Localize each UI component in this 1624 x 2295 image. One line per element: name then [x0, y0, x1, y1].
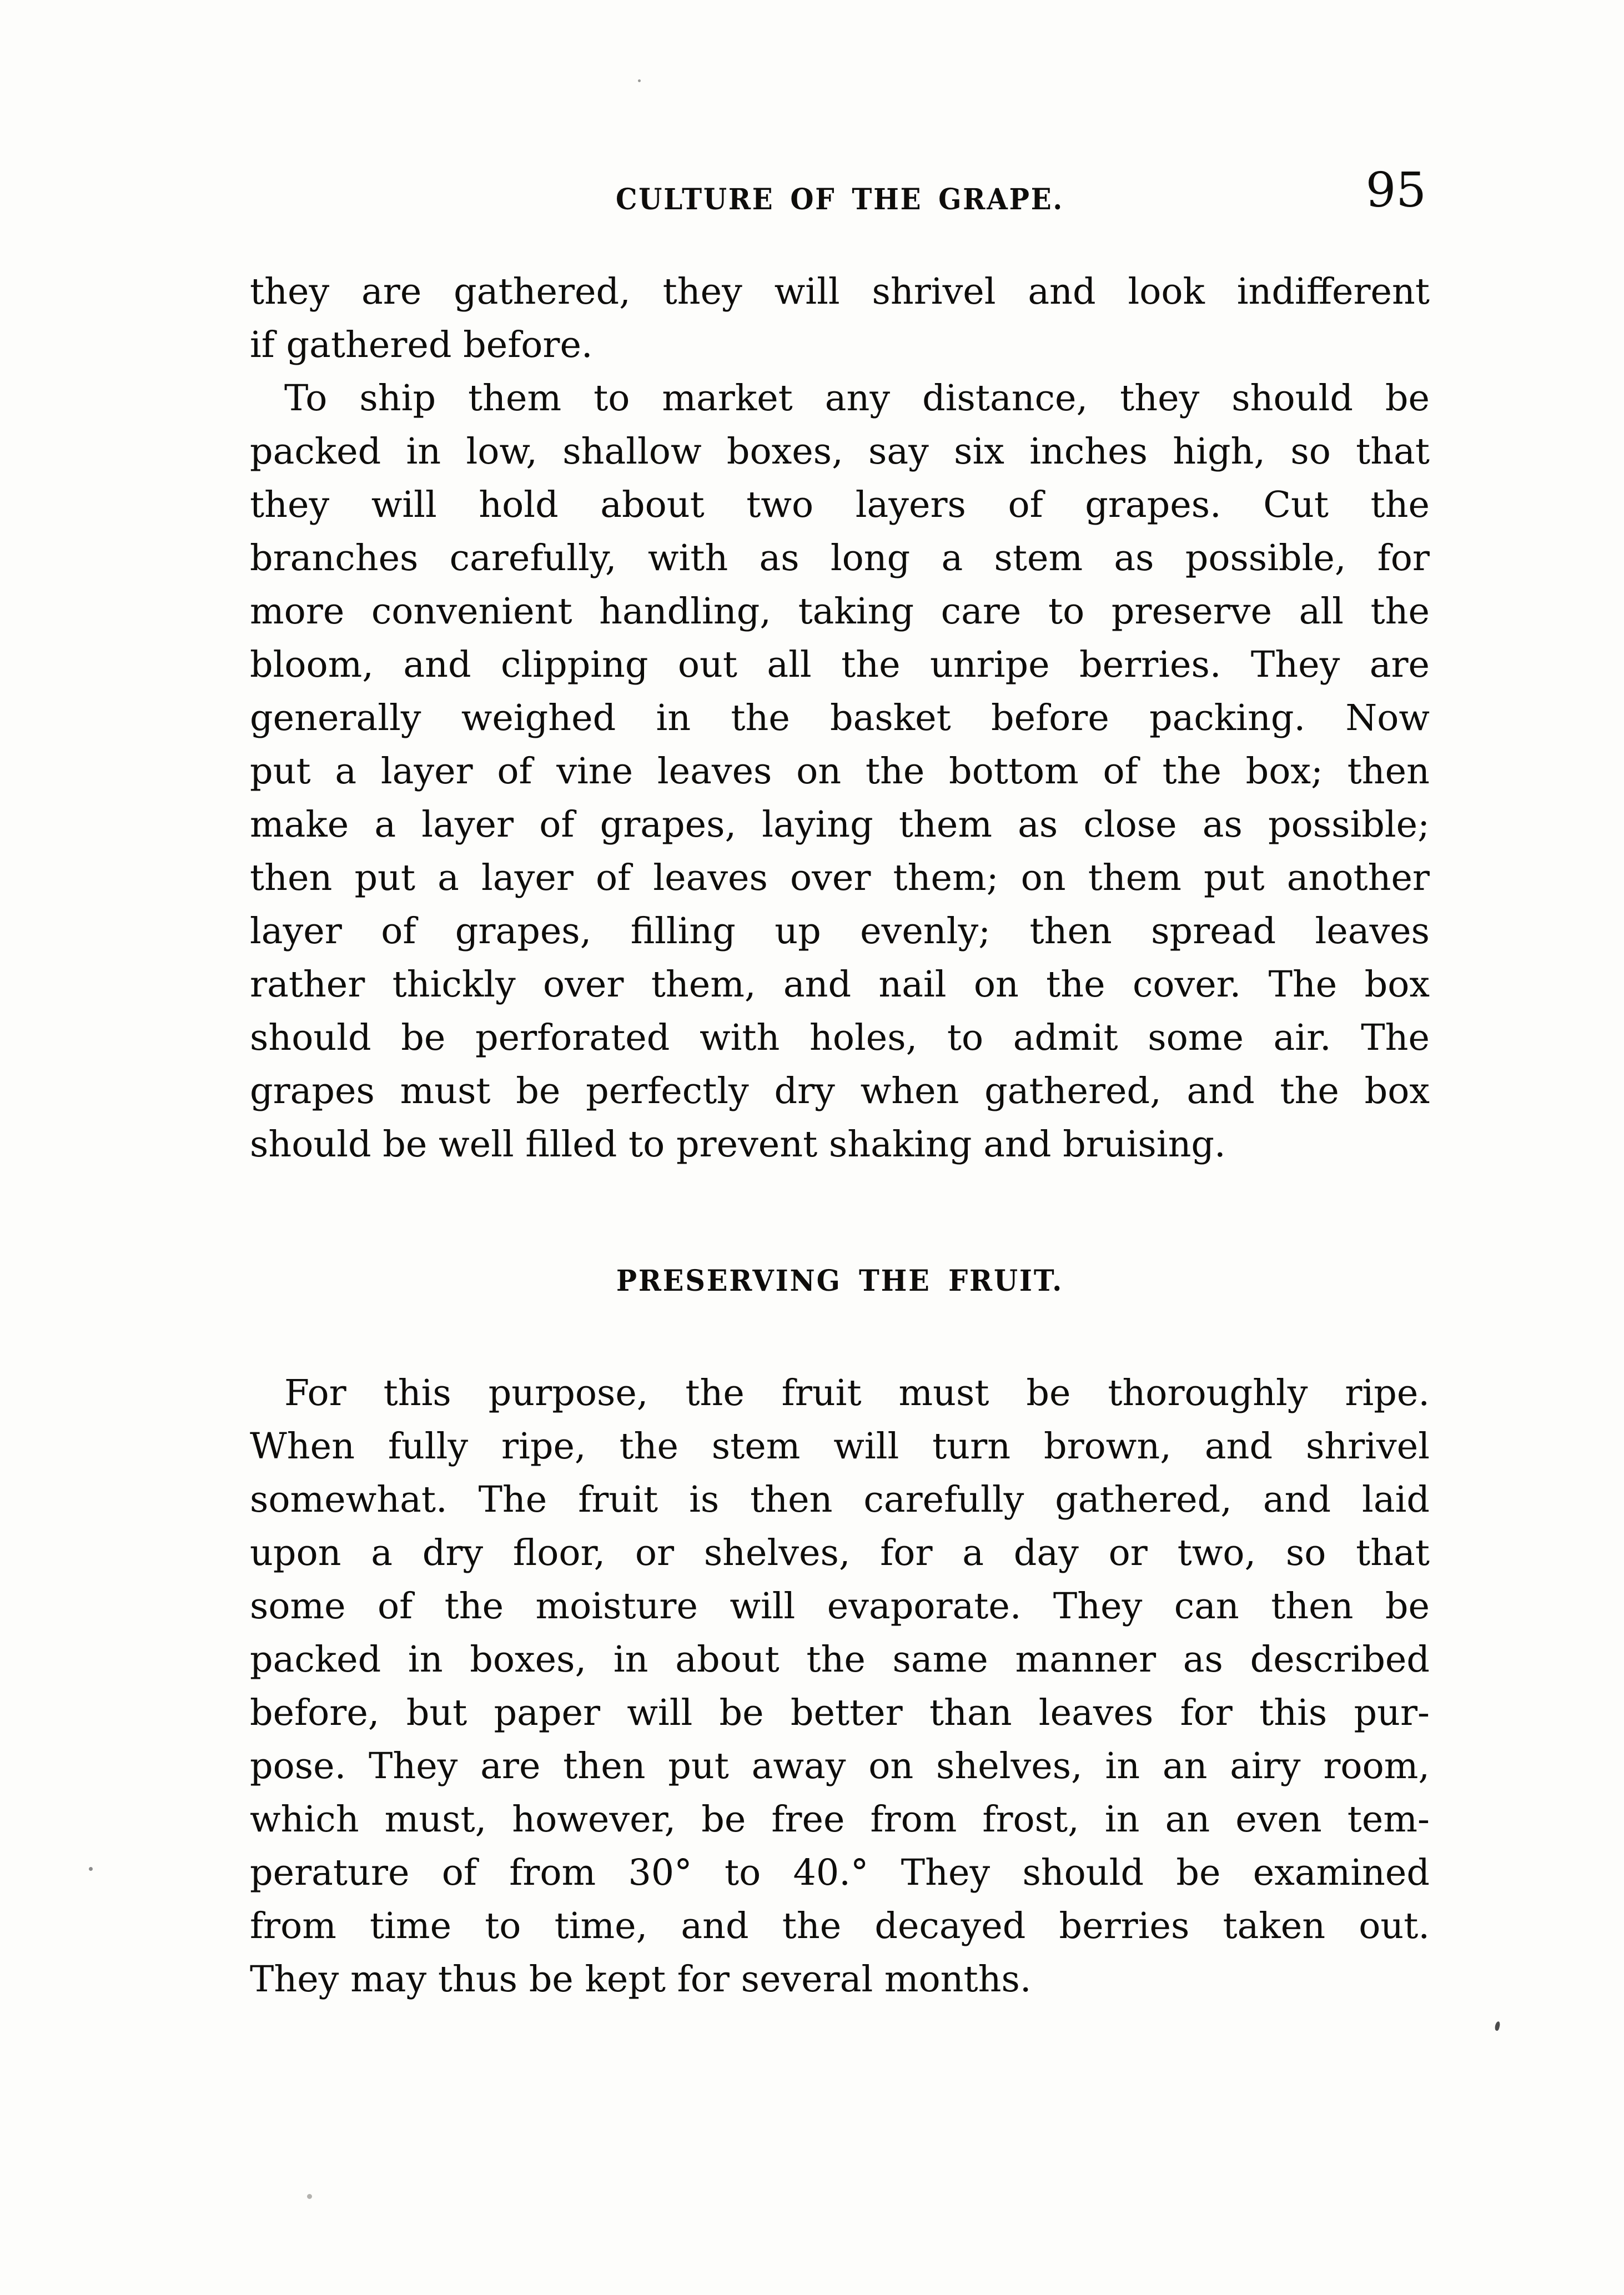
- text-line: grapes must be perfectly dry when gathered, and the box: [250, 1070, 1430, 1112]
- text-line: pose. They are then put away on shelves, in an airy room,: [250, 1745, 1430, 1787]
- text-line: from time to time, and the decayed berries taken out.: [250, 1905, 1430, 1947]
- text-line: more convenient handling, taking care to preserve all the: [250, 591, 1430, 632]
- text-line: packed in boxes, in about the same manner as described: [250, 1639, 1430, 1680]
- text-line: then put a layer of leaves over them; on them put another: [250, 857, 1430, 899]
- text-line: upon a dry floor, or shelves, for a day or two, so that: [250, 1532, 1430, 1574]
- text-line: make a layer of grapes, laying them as close as possible;: [250, 804, 1430, 845]
- text-line: When fully ripe, the stem will turn brown, and shrivel: [250, 1426, 1430, 1467]
- scan-speck: [89, 1867, 93, 1871]
- text-column: [250, 265, 1430, 2006]
- text-line: layer of grapes, filling up evenly; then spread leaves: [250, 910, 1430, 952]
- text-line: packed in low, shallow boxes, say six inches high, so that: [250, 431, 1430, 472]
- scan-speck: [307, 2194, 312, 2199]
- text-line: should be perforated with holes, to admit some air. The: [250, 1017, 1430, 1059]
- text-line: they are gathered, they will shrivel and look indifferent: [250, 271, 1430, 313]
- text-line: if gathered before.: [250, 324, 593, 366]
- page-number: 95: [1365, 163, 1426, 218]
- text-line: branches carefully, with as long a stem as possible, for: [250, 537, 1430, 579]
- text-line: To ship them to market any distance, they should be: [284, 378, 1430, 419]
- text-line: bloom, and clipping out all the unripe berries. They are: [250, 644, 1430, 686]
- text-line: put a layer of vine leaves on the bottom of the box; then: [250, 751, 1430, 792]
- text-line: which must, however, be free from frost, in an even tem-: [250, 1799, 1430, 1840]
- text-line: some of the moisture will evaporate. They can then be: [250, 1586, 1430, 1627]
- text-line: should be well filled to prevent shaking and bruising.: [250, 1124, 1226, 1165]
- text-line: somewhat. The fruit is then carefully gathered, and laid: [250, 1479, 1430, 1521]
- section-heading: PRESERVING THE FRUIT.: [616, 1264, 1064, 1298]
- scan-speck: [638, 79, 641, 82]
- running-header-title: CULTURE OF THE GRAPE.: [615, 183, 1064, 217]
- scan-speck: [1494, 2021, 1501, 2031]
- text-line: They may thus be kept for several months.: [250, 1959, 1032, 2000]
- text-line: perature of from 30° to 40.° They should be examined: [250, 1852, 1430, 1894]
- text-line: they will hold about two layers of grapes. Cut the: [250, 484, 1430, 526]
- text-line: before, but paper will be better than leaves for this pur-: [250, 1692, 1430, 1734]
- text-line: generally weighed in the basket before packing. Now: [250, 697, 1430, 739]
- text-line: For this purpose, the fruit must be thoroughly ripe.: [284, 1372, 1430, 1414]
- text-line: rather thickly over them, and nail on the cover. The box: [250, 964, 1430, 1005]
